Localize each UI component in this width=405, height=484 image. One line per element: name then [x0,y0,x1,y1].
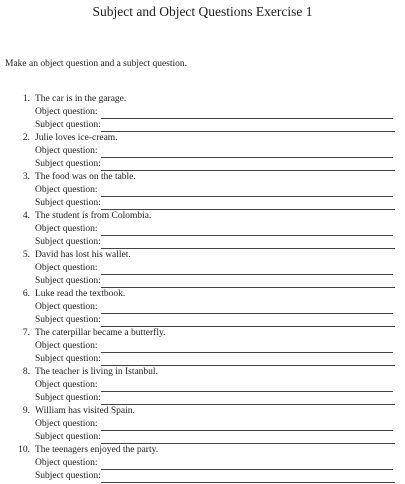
item-sentence: Julie loves ice-cream. [35,133,118,143]
item-number: 10. [18,445,30,455]
subject-question-label: Subject question: [35,354,101,364]
object-question-label: Object question: [35,146,98,156]
exercise-item [0,250,405,289]
subject-answer-line[interactable] [101,131,395,132]
object-question-label: Object question: [35,263,98,273]
object-answer-line[interactable] [101,430,393,431]
subject-answer-line[interactable] [101,326,395,327]
subject-answer-line[interactable] [101,443,395,444]
item-number: 9. [22,406,30,416]
item-sentence: William has visited Spain. [35,406,135,416]
item-sentence: The caterpillar became a butterfly. [35,328,166,338]
exercise-list [0,94,405,484]
subject-question-label: Subject question: [35,276,101,286]
page-title: Subject and Object Questions Exercise 1 [92,4,313,19]
subject-answer-line[interactable] [101,170,395,171]
item-number: 6. [22,289,30,299]
object-question-label: Object question: [35,185,98,195]
exercise-item [0,289,405,328]
subject-question-label: Subject question: [35,120,101,130]
subject-question-label: Subject question: [35,393,101,403]
object-answer-line[interactable] [101,391,393,392]
object-answer-line[interactable] [101,235,393,236]
object-answer-line[interactable] [101,274,393,275]
item-number: 1. [22,94,30,104]
subject-question-label: Subject question: [35,315,101,325]
exercise-item [0,172,405,211]
exercise-item [0,211,405,250]
subject-answer-line[interactable] [101,482,395,483]
subject-answer-line[interactable] [101,287,395,288]
object-answer-line[interactable] [101,118,393,119]
item-number: 7. [22,328,30,338]
subject-question-label: Subject question: [35,159,101,169]
exercise-item [0,445,405,484]
exercise-item [0,133,405,172]
subject-question-label: Subject question: [35,237,101,247]
object-question-label: Object question: [35,419,98,429]
item-sentence: The student is from Colombia. [35,211,152,221]
item-number: 2. [22,133,30,143]
exercise-item [0,367,405,406]
exercise-item [0,328,405,367]
subject-answer-line[interactable] [101,209,395,210]
item-sentence: David has lost his wallet. [35,250,131,260]
subject-answer-line[interactable] [101,365,395,366]
item-number: 4. [22,211,30,221]
object-question-label: Object question: [35,380,98,390]
instruction-text: Make an object question and a subject question. [5,59,188,69]
exercise-item [0,406,405,445]
item-sentence: The teenagers enjoyed the party. [35,445,159,455]
object-question-label: Object question: [35,107,98,117]
subject-question-label: Subject question: [35,471,101,481]
object-question-label: Object question: [35,341,98,351]
subject-answer-line[interactable] [101,248,395,249]
exercise-item [0,94,405,133]
item-sentence: Luke read the textbook. [35,289,126,299]
object-answer-line[interactable] [101,313,393,314]
item-number: 5. [22,250,30,260]
object-question-label: Object question: [35,458,98,468]
object-answer-line[interactable] [101,157,393,158]
object-question-label: Object question: [35,302,98,312]
item-sentence: The food was on the table. [35,172,136,182]
item-number: 8. [22,367,30,377]
object-answer-line[interactable] [101,469,393,470]
object-question-label: Object question: [35,224,98,234]
item-sentence: The teacher is living in Istanbul. [35,367,158,377]
subject-question-label: Subject question: [35,198,101,208]
subject-answer-line[interactable] [101,404,395,405]
item-sentence: The car is in the garage. [35,94,127,104]
object-answer-line[interactable] [101,196,393,197]
object-answer-line[interactable] [101,352,393,353]
subject-question-label: Subject question: [35,432,101,442]
item-number: 3. [22,172,30,182]
